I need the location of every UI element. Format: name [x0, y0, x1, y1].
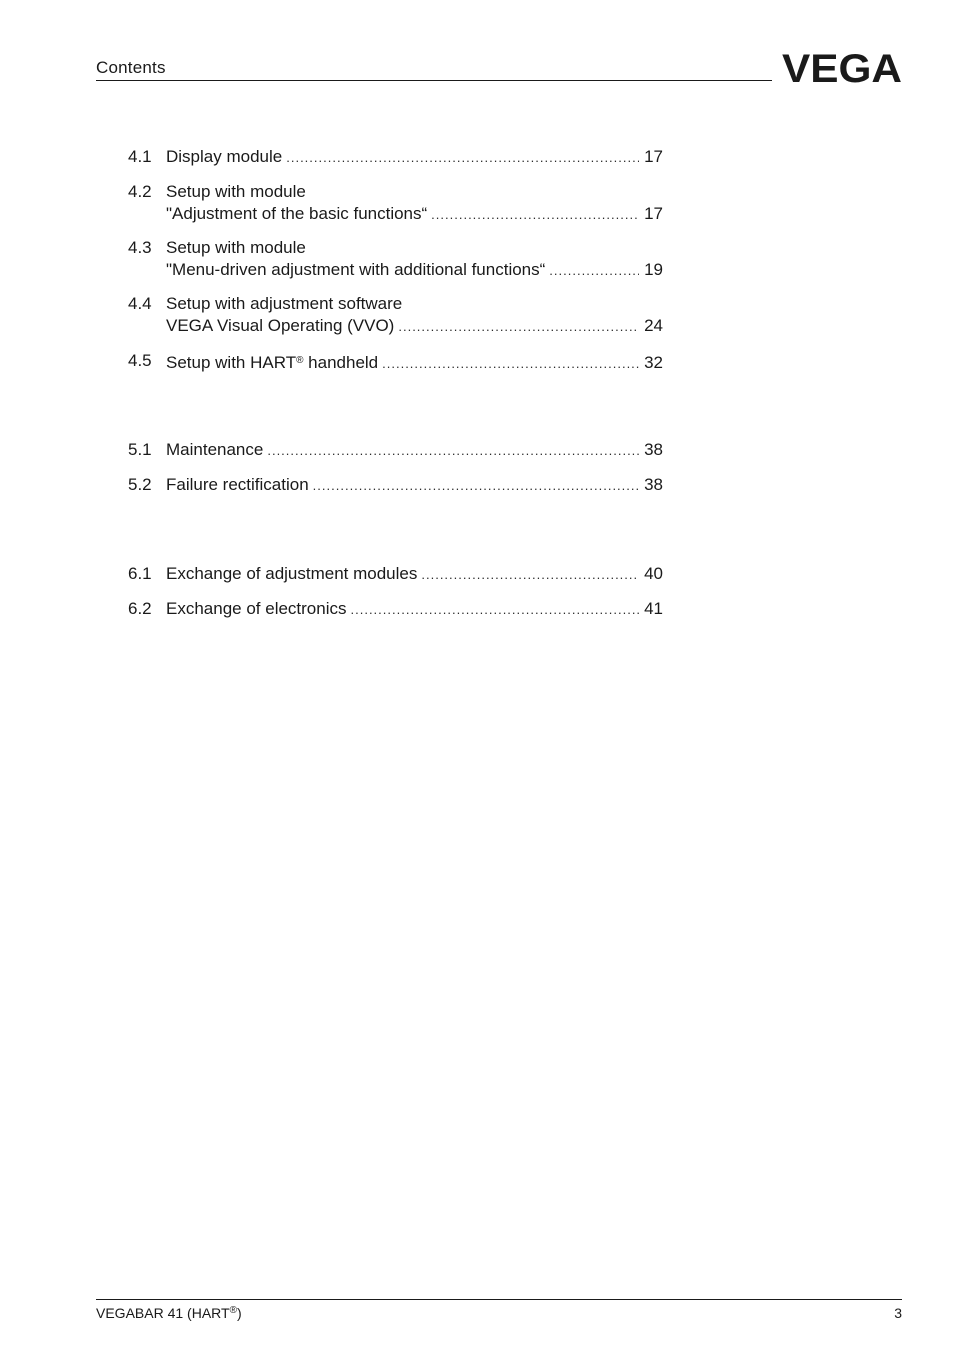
toc-entry-page: 38: [644, 440, 663, 459]
toc-section-4: [128, 146, 663, 169]
toc-entry-4-4[interactable]: [128, 293, 663, 338]
toc-entry-number: 4.4: [128, 294, 152, 313]
toc-entry-page: 32: [644, 353, 663, 372]
dot-leader: [421, 564, 639, 586]
toc-entry-title-line1: Setup with module: [166, 182, 306, 201]
header-divider: [96, 80, 772, 81]
toc-entry-page: 38: [644, 475, 663, 494]
footer-product-text: VEGABAR 41 (HART: [96, 1305, 230, 1321]
toc-entry-4-5[interactable]: [128, 350, 663, 375]
toc-entry-4-1[interactable]: [128, 146, 663, 169]
toc-entry-page: 19: [644, 260, 663, 279]
toc-entry-4-2[interactable]: [128, 181, 663, 226]
footer-page-number: 3: [894, 1305, 902, 1321]
dot-leader: [286, 147, 639, 169]
dot-leader: [382, 353, 639, 375]
toc-entry-title: Failure rectification: [166, 475, 309, 494]
toc-entry-title: Exchange of electronics: [166, 599, 347, 618]
toc-entry-title-line2: VEGA Visual Operating (VVO): [166, 316, 395, 335]
toc-entry-title: Maintenance: [166, 440, 264, 459]
toc-section-4-5: [128, 350, 663, 375]
footer-product-name: [96, 1305, 242, 1321]
toc-entry-4-3[interactable]: [128, 237, 663, 282]
toc-entry-title: [166, 350, 378, 374]
footer-product-suffix: ): [236, 1305, 242, 1321]
vega-logo: [782, 50, 902, 86]
toc-section-4-3: [128, 237, 663, 282]
toc-entry-title-line1: Setup with adjustment software: [166, 294, 403, 313]
toc-entry-page: 17: [644, 147, 663, 166]
toc-entry-title-line2: "Adjustment of the basic functions“: [166, 204, 428, 223]
toc-section-5-2: [128, 474, 663, 497]
dot-leader: [351, 599, 640, 621]
toc-entry-page: 41: [644, 599, 663, 618]
toc-section-4-2: [128, 181, 663, 226]
registered-mark: ®: [229, 1305, 237, 1316]
toc-section-4-4: [128, 293, 663, 338]
toc-entry-number: 4.3: [128, 238, 152, 257]
toc-section-6-2: [128, 598, 663, 621]
toc-entry-title-line2: "Menu-driven adjustment with additional functions“: [166, 260, 546, 279]
toc-entry-number: 4.5: [128, 351, 152, 370]
toc-entry-number: 4.1: [128, 147, 152, 166]
dot-leader: [313, 475, 639, 497]
toc-entry-number: 5.1: [128, 440, 152, 459]
toc-entry-5-1[interactable]: [128, 439, 663, 462]
toc-entry-6-2[interactable]: [128, 598, 663, 621]
toc-entry-6-1[interactable]: [128, 563, 663, 586]
svg-text:VEGA: VEGA: [782, 50, 902, 86]
toc-entry-title-suffix: handheld: [303, 353, 379, 372]
toc-entry-number: 5.2: [128, 475, 152, 494]
toc-entry-title-line1: Setup with module: [166, 238, 306, 257]
toc-entry-number: 6.2: [128, 599, 152, 618]
page-section-title: Contents: [96, 58, 166, 77]
toc-entry-number: 6.1: [128, 564, 152, 583]
toc-entry-page: 40: [644, 564, 663, 583]
dot-leader: [549, 260, 639, 282]
dot-leader: [398, 316, 639, 338]
footer-divider: [96, 1299, 902, 1300]
toc-section-6-1: [128, 563, 663, 586]
toc-entry-page: 24: [644, 316, 663, 335]
toc-entry-title: Exchange of adjustment modules: [166, 564, 418, 583]
dot-leader: [431, 204, 639, 226]
dot-leader: [267, 440, 639, 462]
toc-entry-title-text: Setup with HART: [166, 353, 297, 372]
toc-entry-5-2[interactable]: [128, 474, 663, 497]
registered-mark: ®: [296, 355, 304, 366]
toc-section-5-1: [128, 439, 663, 462]
toc-entry-title: Display module: [166, 147, 283, 166]
toc-entry-page: 17: [644, 204, 663, 223]
toc-entry-number: 4.2: [128, 182, 152, 201]
